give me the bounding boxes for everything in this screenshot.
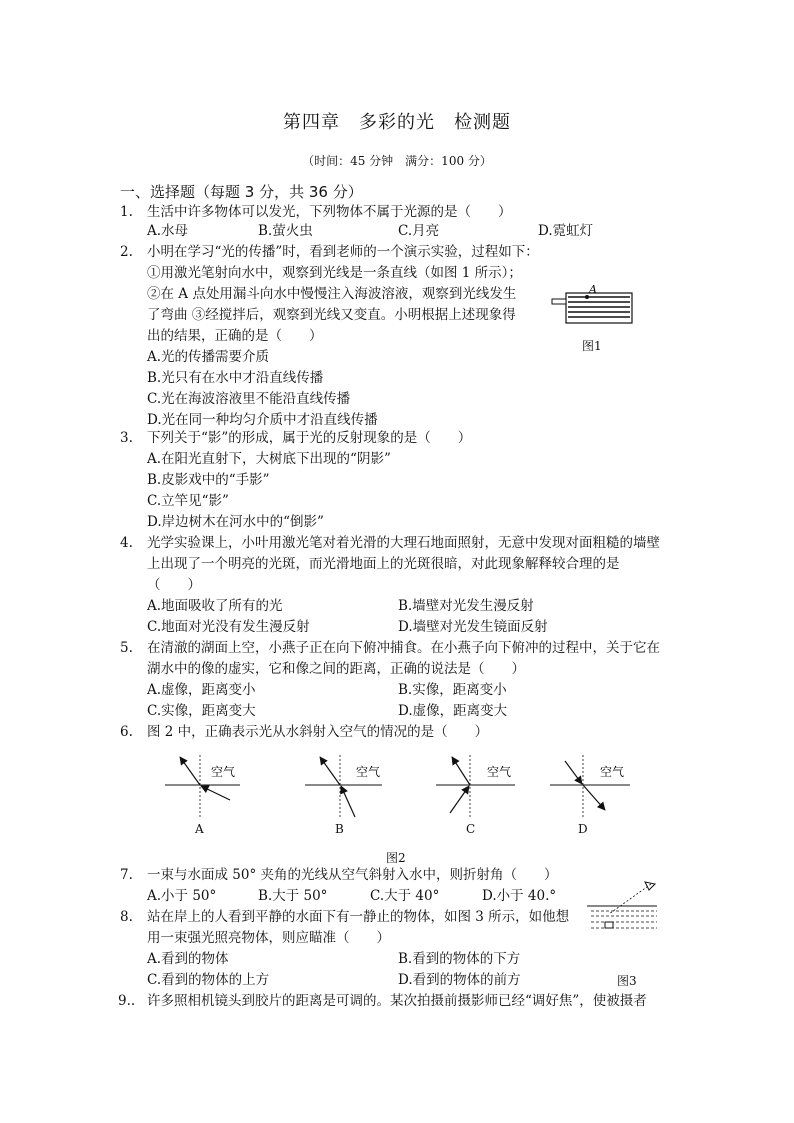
question-stem: 上出现了一个明亮的光斑，而光滑地面上的光斑很暗，对此现象解释较合理的是 xyxy=(147,556,620,572)
option-a: A.看到的物体 xyxy=(147,951,229,967)
option-c: C.大于 40° xyxy=(370,888,440,904)
air-label: 空气 xyxy=(487,765,512,779)
figure-3-caption: 图3 xyxy=(617,974,637,988)
question-stem: （ ） xyxy=(147,577,201,593)
option-a: A.地面吸收了所有的光 xyxy=(147,598,283,614)
question-number: 8. xyxy=(120,909,133,925)
question-stem: 用一束强光照亮物体，则应瞄准（ ） xyxy=(147,930,390,946)
option-d: D.霓虹灯 xyxy=(538,223,594,239)
question-stem: ①用激光笔射向水中，观察到光线是一条直线（如图 1 所示）； xyxy=(147,265,522,281)
question-number: 5. xyxy=(120,640,133,656)
option-d: D.光在同一种均匀介质中才沿直线传播 xyxy=(147,412,378,428)
figure-3-water-object xyxy=(587,878,662,938)
option-b: B.墙壁对光发生漫反射 xyxy=(398,598,534,614)
question-stem: 光学实验课上，小叶用激光笔对着光滑的大理石地面照射，无意中发现对面粗糙的墙壁 xyxy=(147,535,660,551)
question-stem: 出的结果，正确的是（ ） xyxy=(147,328,323,344)
question-number: 4. xyxy=(120,535,133,551)
question-stem: ②在 A 点处用漏斗向水中慢慢注入海波溶液，观察到光线发生 xyxy=(147,286,517,302)
question-stem: 图 2 中，正确表示光从水斜射入空气的情况的是（ ） xyxy=(147,724,489,740)
question-stem: 了弯曲 ③经搅拌后，观察到光线又变直。小明根据上述现象得 xyxy=(147,307,516,323)
air-label: 空气 xyxy=(600,765,625,779)
question-stem: 一束与水面成 50° 夹角的光线从空气斜射入水中，则折射角（ ） xyxy=(147,867,558,883)
option-c: C.实像，距离变大 xyxy=(147,703,256,719)
option-d: D.看到的物体的前方 xyxy=(398,972,521,988)
option-a: A.水母 xyxy=(147,223,189,239)
question-number: 9.. xyxy=(118,993,136,1009)
option-c: C.立竿见“影” xyxy=(147,493,229,509)
option-c: C.地面对光没有发生漫反射 xyxy=(147,619,310,635)
question-number: 3. xyxy=(120,430,133,446)
option-b: B.大于 50° xyxy=(258,888,328,904)
option-d: D.小于 40.° xyxy=(482,888,557,904)
option-b: B.光只有在水中才沿直线传播 xyxy=(147,370,324,386)
panel-label-a: A xyxy=(195,822,204,836)
question-stem: 在清澈的湖面上空，小燕子正在向下俯冲捕食。在小燕子向下俯冲的过程中，关于它在 xyxy=(147,640,660,656)
option-d: D.墙壁对光发生镜面反射 xyxy=(398,619,548,635)
option-b: B.萤火虫 xyxy=(258,223,313,239)
option-b: B.皮影戏中的“手影” xyxy=(147,472,270,488)
panel-b-diagram xyxy=(305,755,382,817)
panel-label-d: D xyxy=(578,822,588,836)
panel-label-c: C xyxy=(466,822,476,836)
question-number: 1. xyxy=(120,204,133,220)
option-a: A.在阳光直射下，大树底下出现的“阴影” xyxy=(147,451,391,467)
figure-2-refraction-panels xyxy=(160,755,650,835)
page-title: 第四章 多彩的光 检测题 xyxy=(283,112,511,133)
question-stem: 湖水中的像的虚实，它和像之间的距离，正确的说法是（ ） xyxy=(147,661,525,677)
panel-d-diagram xyxy=(550,755,630,817)
question-number: 7. xyxy=(120,867,133,883)
question-stem: 生活中许多物体可以发光，下列物体不属于光源的是（ ） xyxy=(147,204,512,220)
option-a: A.光的传播需要介质 xyxy=(147,349,270,365)
air-label: 空气 xyxy=(356,765,381,779)
option-a: A.虚像，距离变小 xyxy=(147,682,256,698)
option-c: C.光在海波溶液里不能沿直线传播 xyxy=(147,391,351,407)
question-stem: 下列关于“影”的形成，属于光的反射现象的是（ ） xyxy=(147,430,472,446)
question-number: 2. xyxy=(120,244,133,260)
section-heading: 一、选择题（每题 3 分，共 36 分） xyxy=(120,183,363,201)
air-label: 空气 xyxy=(211,765,236,779)
figure-1-laser-tank xyxy=(550,285,640,330)
option-c: C.月亮 xyxy=(398,223,440,239)
option-a: A.小于 50° xyxy=(147,888,217,904)
panel-a-diagram xyxy=(165,755,240,817)
option-d: D.岸边树木在河水中的“倒影” xyxy=(147,514,324,530)
option-b: B.看到的物体的下方 xyxy=(398,951,521,967)
panel-c-diagram xyxy=(436,755,515,817)
option-c: C.看到的物体的上方 xyxy=(147,972,270,988)
question-number: 6. xyxy=(120,724,133,740)
question-stem: 许多照相机镜头到胶片的距离是可调的。某次拍摄前摄影师已经“调好焦”，使被摄者 xyxy=(147,993,647,1009)
question-stem: 站在岸上的人看到平静的水面下有一静止的物体，如图 3 所示，如他想 xyxy=(147,909,570,925)
option-b: B.实像，距离变小 xyxy=(398,682,507,698)
question-stem: 小明在学习“光的传播”时，看到老师的一个演示实验，过程如下： xyxy=(147,244,539,260)
figure-2-caption: 图2 xyxy=(386,851,406,865)
figure-1-caption: 图1 xyxy=(582,339,602,353)
option-d: D.虚像，距离变大 xyxy=(398,703,508,719)
panel-label-b: B xyxy=(335,822,344,836)
exam-info: （时间：45 分钟 满分：100 分） xyxy=(302,154,492,168)
fig1-point-label: A xyxy=(589,283,597,296)
